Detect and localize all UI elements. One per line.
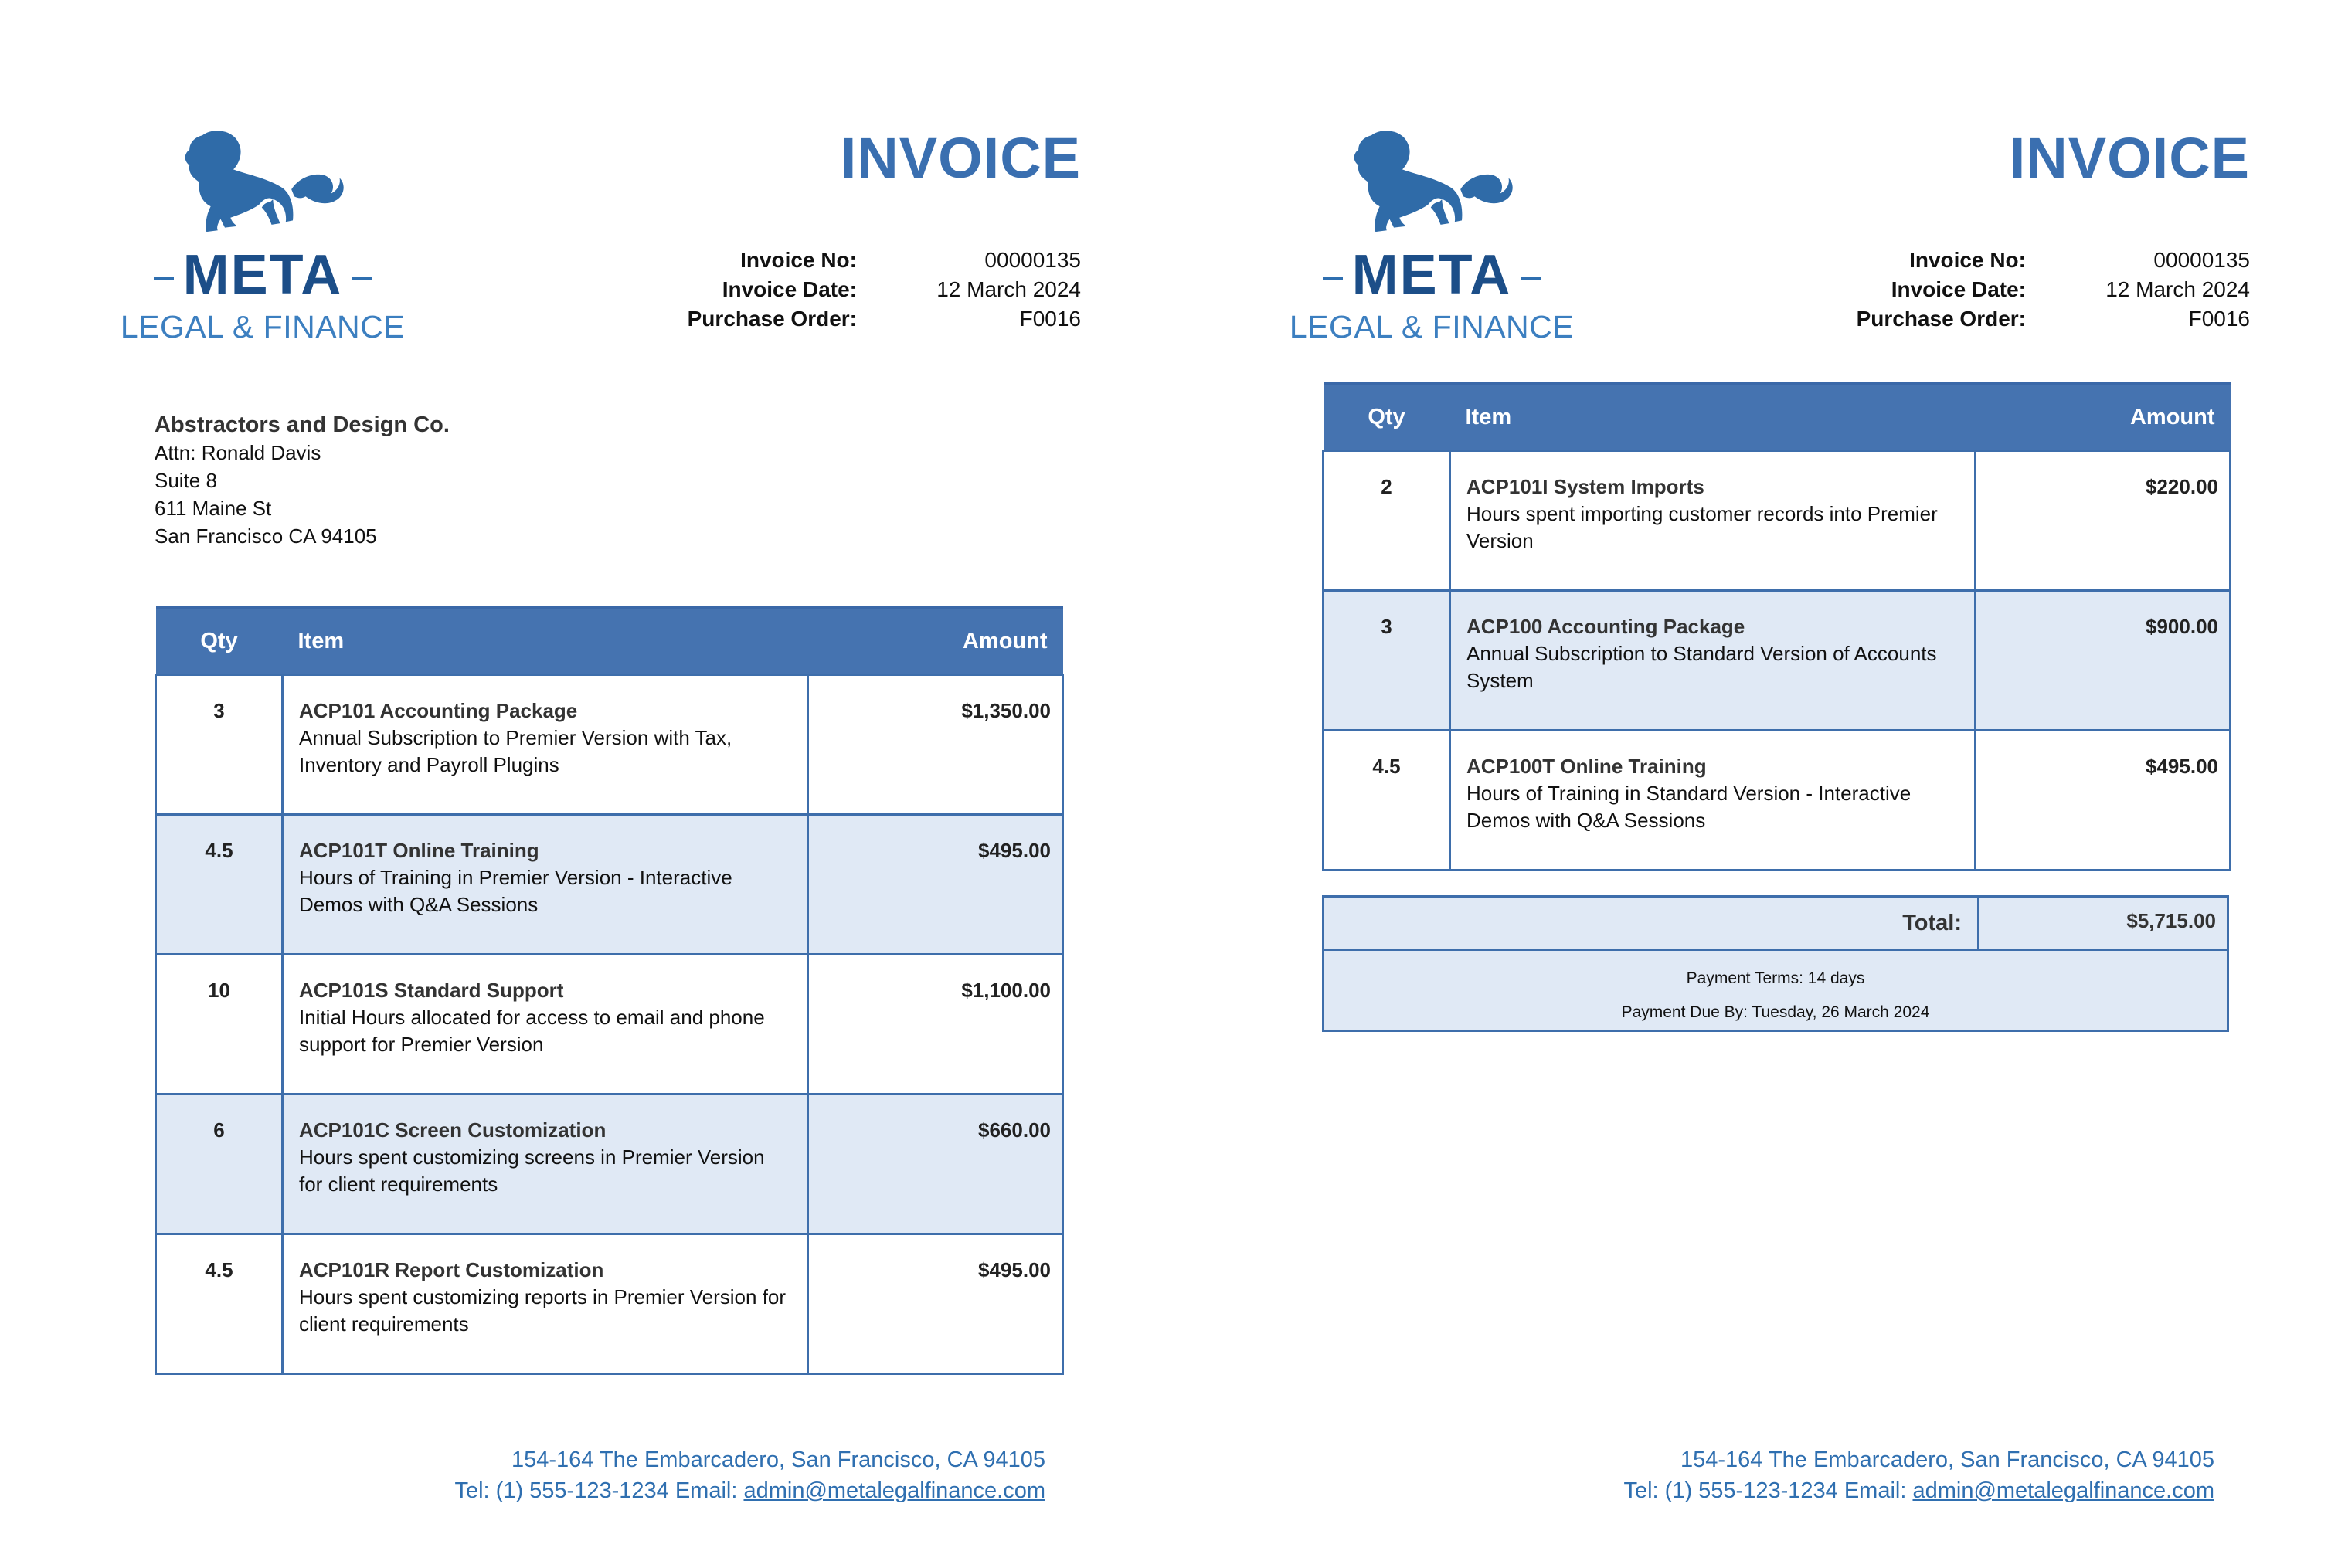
- table-row: [156, 815, 1063, 955]
- item-description: Hours of Training in Standard Version - Interactive Demos with Q&A Sessions: [1466, 782, 1912, 832]
- invoice-meta: [1825, 246, 2250, 334]
- item-cell: [283, 1234, 808, 1374]
- item-description: Annual Subscription to Premier Version with Tax, Inventory and Payroll Plugins: [299, 726, 732, 776]
- invoice-date-label: Invoice Date:: [1891, 277, 2026, 301]
- table-row: [1324, 451, 2231, 591]
- item-code: ACP101S Standard Support: [299, 979, 564, 1002]
- company-footer: [1623, 1444, 2214, 1506]
- bill-to-address: [155, 411, 450, 550]
- total-value: $5,715.00: [2126, 909, 2216, 932]
- item-code: ACP100 Accounting Package: [1466, 615, 1745, 638]
- table-header-row: [156, 607, 1063, 675]
- total-label: Total:: [1324, 898, 1979, 949]
- logo-dash: [352, 277, 372, 280]
- invoice-number: 00000135: [2153, 248, 2250, 272]
- item-amount: $660.00: [808, 1095, 1063, 1234]
- item-description: Hours spent customizing reports in Premier Version for client requirements: [299, 1285, 787, 1336]
- item-amount: $220.00: [1976, 451, 2231, 591]
- client-address-line: San Francisco CA 94105: [155, 524, 377, 548]
- col-header-item: Item: [283, 607, 808, 675]
- brand-tagline: LEGAL & FINANCE: [120, 309, 406, 344]
- payment-terms: Payment Terms: 14 days: [1686, 969, 1865, 987]
- item-amount: $495.00: [1976, 731, 2231, 871]
- item-cell: [283, 1095, 808, 1234]
- purchase-order: F0016: [2188, 307, 2250, 331]
- table-row: [1324, 591, 2231, 731]
- logo-dash: [1521, 277, 1541, 280]
- col-header-item: Item: [1450, 383, 1976, 451]
- col-header-qty: Qty: [156, 607, 283, 675]
- purchase-order-label: Purchase Order:: [1856, 307, 2026, 331]
- item-amount: $1,100.00: [808, 955, 1063, 1095]
- item-code: ACP101I System Imports: [1466, 475, 1704, 498]
- invoice-title: INVOICE: [2009, 126, 2250, 190]
- email-link[interactable]: admin@metalegalfinance.com: [1912, 1478, 2214, 1503]
- item-qty: 4.5: [1324, 731, 1450, 871]
- invoice-number-row: [1825, 246, 2250, 275]
- item-qty: 3: [1324, 591, 1450, 731]
- item-code: ACP101R Report Customization: [299, 1258, 604, 1281]
- lion-logo-icon: [1343, 124, 1513, 239]
- item-description: Hours of Training in Premier Version - Interactive Demos with Q&A Sessions: [299, 866, 732, 916]
- invoice-number-label: Invoice No:: [740, 248, 857, 272]
- totals-box: [1322, 895, 2229, 1032]
- logo-dash: [154, 277, 174, 280]
- company-address: 154-164 The Embarcadero, San Francisco, CA 94105: [1680, 1448, 2214, 1472]
- item-code: ACP101T Online Training: [299, 839, 539, 862]
- table-row: [156, 1095, 1063, 1234]
- item-qty: 3: [156, 675, 283, 815]
- purchase-order-row: [1825, 304, 2250, 334]
- purchase-order-label: Purchase Order:: [687, 307, 857, 331]
- item-code: ACP101 Accounting Package: [299, 699, 578, 722]
- col-header-amount: Amount: [1976, 383, 2231, 451]
- table-header-row: [1324, 383, 2231, 451]
- item-description: Hours spent importing customer records into Premier Version: [1466, 502, 1938, 552]
- invoice-meta: [656, 246, 1081, 334]
- invoice-date-label: Invoice Date:: [722, 277, 857, 301]
- company-contact: Tel: (1) 555-123-1234 Email:: [454, 1478, 744, 1503]
- item-amount: $495.00: [808, 1234, 1063, 1374]
- purchase-order: F0016: [1019, 307, 1081, 331]
- company-logo: [120, 124, 406, 355]
- table-row: [156, 675, 1063, 815]
- item-qty: 2: [1324, 451, 1450, 591]
- item-description: Initial Hours allocated for access to email and phone support for Premier Version: [299, 1006, 765, 1056]
- company-address: 154-164 The Embarcadero, San Francisco, CA 94105: [511, 1448, 1045, 1472]
- client-attn: Attn: Ronald Davis: [155, 441, 321, 464]
- invoice-date-row: [656, 275, 1081, 304]
- line-items-table: [1322, 382, 2231, 871]
- payment-due: Payment Due By: Tuesday, 26 March 2024: [1621, 1003, 1930, 1021]
- item-amount: $900.00: [1976, 591, 2231, 731]
- invoice-date-row: [1825, 275, 2250, 304]
- item-description: Hours spent customizing screens in Premier Version for client requirements: [299, 1145, 765, 1196]
- item-description: Annual Subscription to Standard Version of Accounts System: [1466, 642, 1937, 692]
- table-row: [156, 1234, 1063, 1374]
- brand-name: META: [182, 244, 343, 306]
- brand-name: META: [1351, 244, 1512, 306]
- item-cell: [1450, 731, 1976, 871]
- item-code: ACP101C Screen Customization: [299, 1118, 607, 1142]
- item-cell: [283, 815, 808, 955]
- item-cell: [283, 955, 808, 1095]
- item-amount: $1,350.00: [808, 675, 1063, 815]
- item-cell: [1450, 591, 1976, 731]
- item-code: ACP100T Online Training: [1466, 755, 1707, 778]
- company-contact: Tel: (1) 555-123-1234 Email:: [1623, 1478, 1913, 1503]
- item-cell: [283, 675, 808, 815]
- purchase-order-row: [656, 304, 1081, 334]
- invoice-date: 12 March 2024: [936, 277, 1081, 301]
- item-qty: 4.5: [156, 1234, 283, 1374]
- logo-dash: [1323, 277, 1343, 280]
- email-link[interactable]: admin@metalegalfinance.com: [743, 1478, 1045, 1503]
- client-address-line: 611 Maine St: [155, 497, 272, 520]
- invoice-date: 12 March 2024: [2105, 277, 2250, 301]
- brand-tagline: LEGAL & FINANCE: [1289, 309, 1575, 344]
- col-header-amount: Amount: [808, 607, 1063, 675]
- client-company: Abstractors and Design Co.: [155, 412, 450, 437]
- invoice-number-label: Invoice No:: [1909, 248, 2026, 272]
- item-cell: [1450, 451, 1976, 591]
- invoice-title: INVOICE: [840, 126, 1081, 190]
- item-qty: 4.5: [156, 815, 283, 955]
- item-qty: 6: [156, 1095, 283, 1234]
- col-header-qty: Qty: [1324, 383, 1450, 451]
- client-address-line: Suite 8: [155, 469, 217, 492]
- lion-logo-icon: [174, 124, 344, 239]
- item-qty: 10: [156, 955, 283, 1095]
- company-logo: [1289, 124, 1575, 355]
- table-row: [1324, 731, 2231, 871]
- company-footer: [454, 1444, 1045, 1506]
- line-items-table: [155, 606, 1064, 1375]
- invoice-number: 00000135: [984, 248, 1081, 272]
- invoice-number-row: [656, 246, 1081, 275]
- invoice-page-2: [1169, 0, 2338, 1568]
- item-amount: $495.00: [808, 815, 1063, 955]
- table-row: [156, 955, 1063, 1095]
